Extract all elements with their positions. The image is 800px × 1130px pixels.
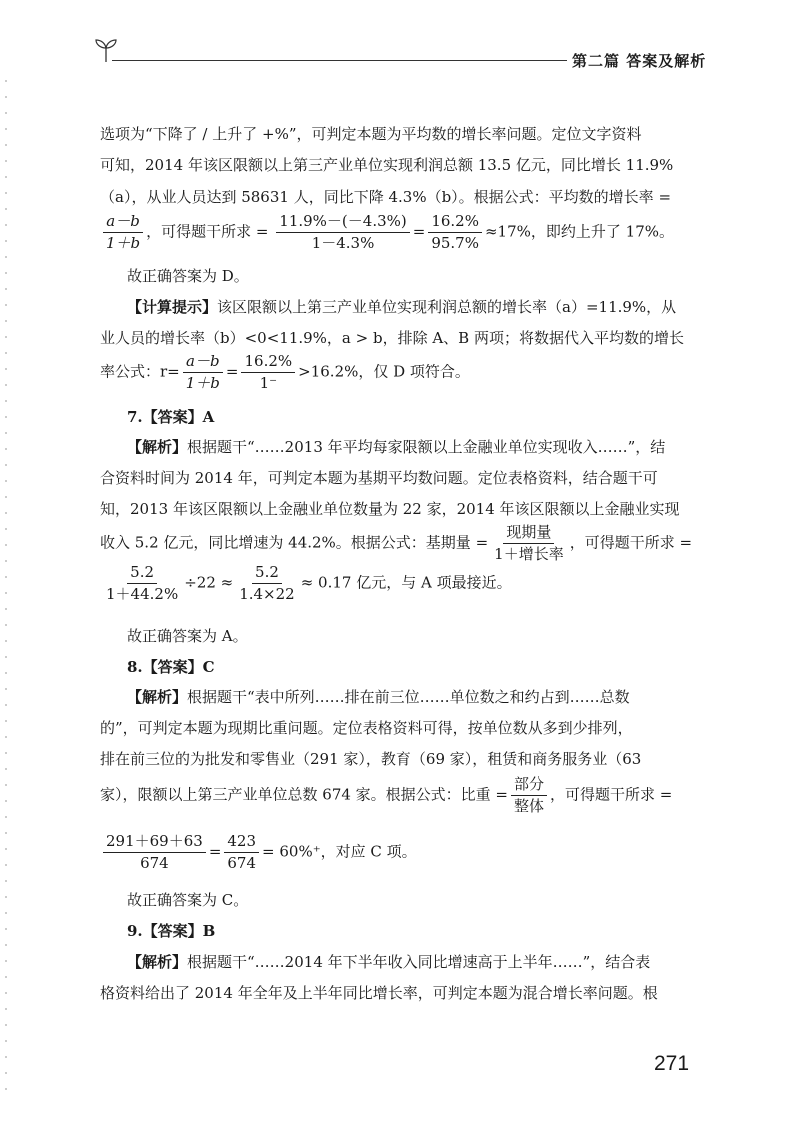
q9-line-1: 【解析】根据题干“……2014 年下半年收入同比增速高于上半年……”，结合表 [127, 953, 651, 971]
q7-calc-fraction-1: $\frac{5.2}{1+44.2\%}$ [106, 563, 179, 603]
ratio-formula-fraction: $\frac{\text{部分}}{\text{整体}}$ [511, 775, 547, 816]
calc-fraction-2: $\frac{16.2\%}{95.7\%}$ [428, 212, 482, 253]
hint-line-3: 率公式：r= $\frac{a-b}{1+b}$ = $\frac{16.2\%}{1^-}$ >16.2%，仅 D 项符合。 [100, 352, 470, 392]
q7-formula-line: $\frac{5.2}{1+44.2\%}$ ÷22 ≈ $\frac{5.2}{1.4\times 22}$ ≈ 0.17 亿元，与 A 项最接近。 [100, 563, 512, 604]
q8-calc-fraction-1: $\frac{291+69+63}{674}$ [103, 832, 206, 873]
q7-analysis-label: 【解析】 [127, 438, 188, 456]
q7-calc-fraction-2: $\frac{5.2}{1.4\times 22}$ [239, 563, 295, 603]
q7-line-1: 【解析】根据题干“……2013 年平均每家限额以上金融业单位实现收入……”，结 [127, 438, 666, 456]
q9-analysis-label: 【解析】 [127, 953, 188, 971]
q8-analysis-label: 【解析】 [127, 688, 188, 706]
hint-fraction-2: $\frac{16.2\%}{1^-}$ [241, 352, 295, 393]
q8-calc-fraction-2: $\frac{423}{674}$ [224, 832, 259, 873]
growth-formula-fraction: $\frac{a-b}{1+b}$ [103, 212, 143, 253]
q8-line-1: 【解析】根据题干“表中所列……排在前三位……单位数之和约占到……总数 [127, 688, 630, 706]
section-title: 第二篇 答案及解析 [572, 52, 707, 70]
q8-line-2: 的”，可判定本题为现期比重问题。定位表格资料可得，按单位数从多到少排列， [100, 719, 633, 737]
hint-line-2: 业人员的增长率（b）<0<11.9%，a > b，排除 A、B 两项；将数据代入平均数的增长 [100, 329, 684, 347]
q7-answer-label: 7.【答案】A [127, 408, 215, 426]
q7-line-4: 收入 5.2 亿元，同比增速为 44.2%。根据公式：基期量 = $\frac{\text{现期量}}{\text{1＋增长率}}$ ，可得题干所求 = [100, 523, 693, 563]
q9-line-2: 格资料给出了 2014 年全年及上半年同比增长率，可判定本题为混合增长率问题。根 [100, 984, 658, 1002]
p6-answer: 故正确答案为 D。 [127, 267, 249, 285]
p6-line-3: （a），从业人员达到 58631 人，同比下降 4.3%（b）。根据公式：平均数的增长率 = [100, 188, 672, 206]
q8-answer-label: 8.【答案】C [127, 658, 215, 676]
page-number: 271 [654, 1052, 690, 1075]
header-rule [112, 60, 567, 61]
hint-fraction-1: $\frac{a-b}{1+b}$ [183, 352, 223, 393]
q8-answer: 故正确答案为 C。 [127, 891, 249, 909]
q9-answer-label: 9.【答案】B [127, 922, 216, 940]
p6-line-2: 可知，2014 年该区限额以上第三产业单位实现利润总额 13.5 亿元，同比增长 11.9% [100, 156, 674, 174]
page-edge-dots [4, 0, 8, 1130]
calc-fraction-1: $\frac{11.9\%-(-4.3\%)}{1-4.3\%}$ [276, 212, 409, 253]
hint-label: 【计算提示】 [127, 298, 218, 316]
base-formula-fraction: $\frac{\text{现期量}}{\text{1＋增长率}}$ [494, 523, 564, 563]
q8-line-4: 家），限额以上第三产业单位总数 674 家。根据公式：比重 = $\frac{\text{部分}}{\text{整体}}$ ，可得题干所求 = [100, 775, 673, 815]
hint-line-1: 【计算提示】该区限额以上第三产业单位实现利润总额的增长率（a）=11.9%，从 [127, 298, 677, 316]
p6-formula-line: $\frac{a-b}{1+b}$ ，可得题干所求 = $\frac{11.9\%-(-4.3\%)}{1-4.3\%}$ = $\frac{16.2\%}{95.7\%}$ ≈17%，即约上升了 17%。 [100, 212, 674, 253]
q7-answer: 故正确答案为 A。 [127, 627, 248, 645]
q7-line-2: 合资料时间为 2014 年，可判定本题为基期平均数问题。定位表格资料，结合题干可 [100, 469, 658, 487]
p6-line-1: 选项为“下降了 / 上升了 +%”，可判定本题为平均数的增长率问题。定位文字资料 [100, 125, 642, 143]
q7-line-3: 知，2013 年该区限额以上金融业单位数量为 22 家，2014 年该区限额以上金融业实现 [100, 500, 680, 518]
q8-formula-line: $\frac{291+69+63}{674}$ = $\frac{423}{674}$ = 60%⁺，对应 C 项。 [100, 832, 417, 873]
q8-line-3: 排在前三位的为批发和零售业（291 家），教育（69 家），租赁和商务服务业（63 [100, 750, 642, 768]
